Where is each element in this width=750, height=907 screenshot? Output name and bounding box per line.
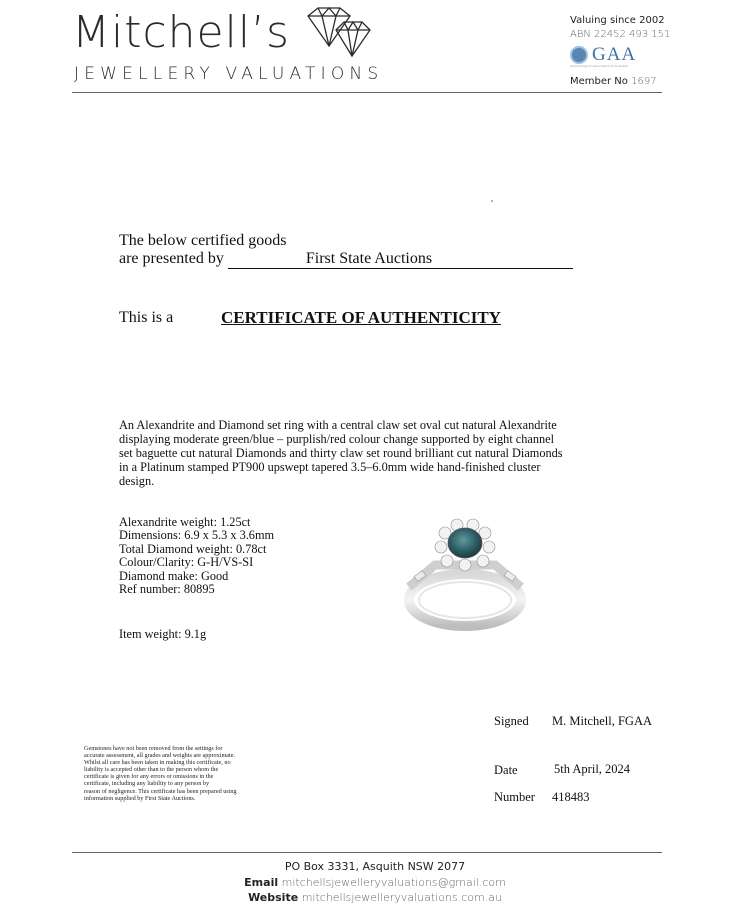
footer-address: PO Box 3331, Asquith NSW 2077	[284, 860, 466, 873]
disclaimer-line: information supplied by First State Auctions.	[84, 794, 196, 802]
presentation-line1: The below certified goods	[119, 232, 287, 249]
member-label: Member No	[570, 76, 628, 87]
date-value: 5th April, 2024	[554, 762, 631, 776]
brand-name: Mitchell’s	[72, 7, 290, 58]
disclaimer-line: certificate, including any liability to any person by	[84, 780, 210, 788]
email-label: Email	[244, 876, 279, 889]
disclaimer-line: accurate assessment, all grades and weights are approximate.	[84, 752, 236, 760]
email-link[interactable]: mitchellsjewelleryvaluations@gmail.com	[281, 876, 506, 889]
spec-diamond-make: Diamond make: Good	[119, 568, 229, 583]
spec-alexandrite-weight: Alexandrite weight: 1.25ct	[119, 515, 251, 529]
signed-value: M. Mitchell, FGAA	[552, 714, 652, 728]
certificate-prefix: This is a	[119, 309, 174, 326]
scan-speck	[491, 200, 493, 202]
footer-website	[0, 890, 750, 906]
disclaimer	[84, 745, 294, 802]
signed-label: Signed	[494, 714, 529, 728]
website-label: Website	[248, 891, 299, 904]
number-label: Number	[494, 790, 535, 804]
website-link[interactable]: mitchellsjewelleryvaluations.com.au	[301, 891, 502, 904]
ring-photo	[395, 505, 535, 635]
item-weight: Item weight: 9.1g	[119, 627, 207, 641]
footer-divider	[72, 852, 662, 853]
spec-list	[119, 516, 274, 596]
gaa-logo-text: GAA	[592, 44, 637, 65]
presenter-name: First State Auctions	[228, 250, 573, 269]
disclaimer-line: Gemstones have not been removed from the settings for	[84, 745, 223, 752]
diamonds-logo-icon	[300, 6, 372, 62]
spec-ref-number: Ref number: 80895	[119, 582, 215, 597]
abn-number: ABN 22452 493 151	[570, 29, 671, 40]
spec-colour-clarity: Colour/Clarity: G-H/VS-SI	[119, 555, 254, 570]
header-info	[570, 14, 670, 42]
member-number	[570, 76, 657, 87]
valuing-since: Valuing since 2002	[570, 15, 665, 26]
item-description	[119, 418, 639, 488]
disclaimer-line: Whilst all care has been taken in making this certificate, no	[84, 759, 231, 767]
description-line: in a Platinum stamped PT900 upswept tapered 3.5–6.0mm wide hand-finished cluster	[119, 460, 541, 474]
gaa-emblem-icon	[570, 46, 588, 64]
certificate-title: CERTIFICATE OF AUTHENTICITY	[221, 308, 501, 327]
description-line: set baguette cut natural Diamonds and thirty claw set round brilliant cut natural Diamonds	[119, 446, 563, 460]
brand-subtitle: JEWELLERY VALUATIONS	[74, 64, 384, 84]
description-line: design.	[119, 474, 155, 488]
footer-email	[0, 875, 750, 891]
date-label: Date	[494, 763, 518, 777]
description-line: displaying moderate green/blue – purplish/red colour change supported by eight channel	[119, 432, 555, 446]
gaa-tagline: Gemmological Association of Australia	[570, 64, 628, 68]
disclaimer-line: liability is accepted other than to the person whom the	[84, 766, 219, 774]
member-value: 1697	[631, 76, 657, 87]
disclaimer-line: certificate is given for any errors or omissions in the	[84, 773, 214, 781]
presentation-line2	[119, 250, 573, 269]
spec-total-diamond-weight: Total Diamond weight: 0.78ct	[119, 541, 267, 556]
number-value: 418483	[552, 790, 590, 804]
disclaimer-line: reason of negligence. This certificate has been prepared using	[84, 787, 237, 795]
header-divider	[72, 92, 662, 93]
spec-dimensions: Dimensions: 6.9 x 5.3 x 3.6mm	[119, 528, 275, 543]
gaa-affiliation	[570, 44, 636, 66]
presented-by-label: are presented by	[119, 250, 224, 267]
description-line: An Alexandrite and Diamond set ring with a central claw set oval cut natural Alexandrite	[119, 418, 557, 432]
